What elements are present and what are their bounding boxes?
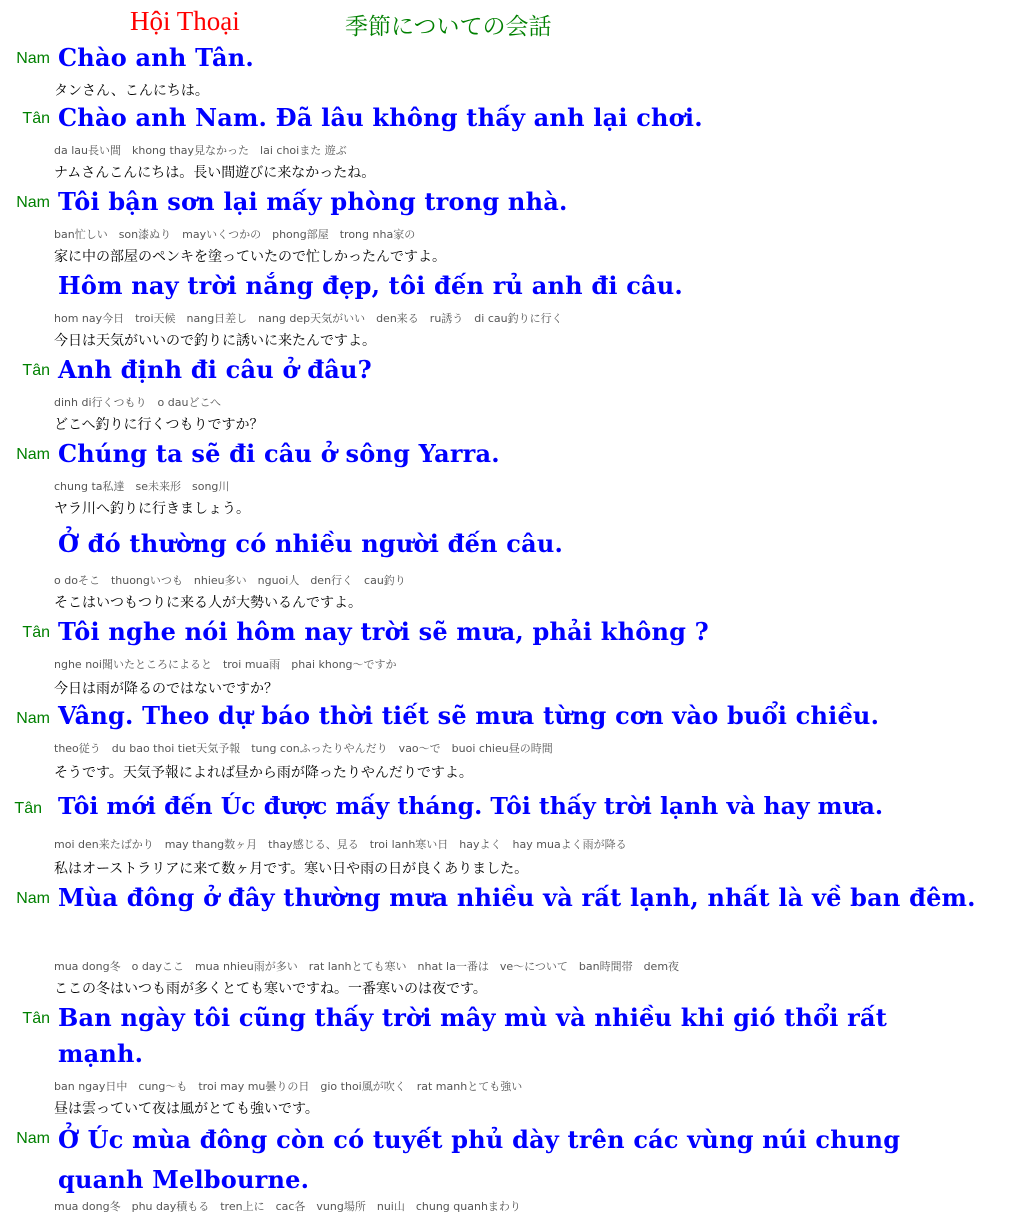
- vietnamese-sentence: Tôi mới đến Úc được mấy tháng. Tôi thấy trời lạnh và hay mưa.: [58, 792, 884, 820]
- word-gloss: ban ngay日中 cung〜も troi may mu曇りの日 gio thoi風が吹く rat manhとても強い: [54, 1080, 523, 1093]
- speaker-label: Tân: [22, 110, 50, 127]
- word-gloss: theo従う du bao thoi tiet天気予報 tung conふったりやんだり vao〜で buoi chieu昼の時間: [54, 742, 553, 755]
- word-gloss: hom nay今日 troi天候 nang日差し nang dep天気がいい den来る ru誘う di cau釣りに行く: [54, 312, 563, 325]
- word-gloss: dinh di行くつもり o dauどこへ: [54, 396, 221, 409]
- speaker-label: Tân: [22, 624, 50, 641]
- japanese-translation: 昼は雲っていて夜は風がとても強いです。: [54, 1101, 319, 1117]
- speaker-label: Nam: [16, 890, 50, 907]
- vietnamese-sentence: Tôi bận sơn lại mấy phòng trong nhà.: [58, 187, 568, 216]
- vietnamese-sentence: Hôm nay trời nắng đẹp, tôi đến rủ anh đi câu.: [58, 271, 683, 300]
- title-vietnamese: Hội Thoại: [130, 6, 240, 36]
- japanese-translation: ヤラ川へ釣りに行きましょう。: [54, 501, 250, 517]
- speaker-label: Tân: [22, 362, 50, 379]
- vietnamese-sentence: Chúng ta sẽ đi câu ở sông Yarra.: [58, 439, 500, 468]
- japanese-translation: ナムさんこんにちは。長い間遊びに来なかったね。: [54, 165, 376, 181]
- vietnamese-sentence: Ở Úc mùa đông còn có tuyết phủ dày trên các vùng núi chung quanh Melbourne.: [58, 1125, 901, 1194]
- word-gloss: ban忙しい son漆ぬり mayいくつかの phong部屋 trong nha家の: [54, 228, 416, 241]
- japanese-translation: タンさん、こんにちは。: [54, 83, 209, 99]
- word-gloss: moi den来たばかり may thang数ヶ月 thay感じる、見る troi lanh寒い日 hayよく hay muaよく雨が降る: [54, 838, 627, 851]
- vietnamese-sentence: Chào anh Tân.: [58, 43, 254, 72]
- japanese-translation: ここの冬はいつも雨が多くとても寒いですね。一番寒いのは夜です。: [54, 981, 487, 997]
- word-gloss: o doそこ thuongいつも nhieu多い nguoi人 den行く cau釣り: [54, 574, 406, 587]
- speaker-label: Nam: [16, 194, 50, 211]
- japanese-translation: 今日は天気がいいので釣りに誘いに来たんですよ。: [54, 333, 376, 349]
- japanese-translation: 家に中の部屋のペンキを塗っていたので忙しかったんですよ。: [54, 249, 446, 265]
- speaker-label: Nam: [16, 1130, 50, 1147]
- japanese-translation: どこへ釣りに行くつもりですか？: [54, 417, 264, 433]
- header: [0, 6, 1030, 40]
- vietnamese-sentence: Chào anh Nam. Đã lâu không thấy anh lại chơi.: [58, 103, 703, 132]
- vietnamese-sentence: Ở đó thường có nhiều người đến câu.: [58, 529, 564, 558]
- japanese-translation: そうです。天気予報によれば昼から雨が降ったりやんだりですよ。: [54, 765, 473, 781]
- speaker-label: Tân: [22, 1010, 50, 1027]
- vietnamese-sentence: Mùa đông ở đây thường mưa nhiều và rất lạnh, nhất là về ban đêm.: [58, 883, 976, 912]
- speaker-label: Nam: [16, 50, 50, 67]
- word-gloss: chung ta私達 se未来形 song川: [54, 480, 230, 493]
- vietnamese-sentence: Ban ngày tôi cũng thấy trời mây mù và nhiều khi gió thổi rất mạnh.: [58, 1003, 888, 1068]
- vietnamese-sentence: Vâng. Theo dự báo thời tiết sẽ mưa từng cơn vào buổi chiều.: [58, 701, 880, 730]
- speaker-label: Tân: [14, 800, 42, 817]
- title-japanese: 季節についての会話: [345, 14, 552, 40]
- japanese-translation: 今日は雨が降るのではないですか？: [54, 681, 278, 697]
- japanese-translation: そこはいつもつりに来る人が大勢いるんですよ。: [54, 595, 362, 611]
- vietnamese-sentence: Anh định đi câu ở đâu?: [58, 355, 372, 384]
- word-gloss: mua dong冬 o dayここ mua nhieu雨が多い rat lanhとても寒い nhat la一番は ve〜について ban時間帯 dem夜: [54, 960, 680, 973]
- japanese-translation: 私はオーストラリアに来て数ヶ月です。寒い日や雨の日が良くありました。: [54, 861, 529, 877]
- word-gloss: nghe noi聞いたところによると troi mua雨 phai khong〜ですか: [54, 658, 397, 671]
- word-gloss: da lau長い間 khong thay見なかった lai choiまた 遊ぶ: [54, 144, 347, 157]
- speaker-label: Nam: [16, 446, 50, 463]
- speaker-label: Nam: [16, 710, 50, 727]
- vietnamese-sentence: Tôi nghe nói hôm nay trời sẽ mưa, phải không ?: [58, 617, 709, 646]
- word-gloss: mua dong冬 phu day積もる tren上に cac各 vung場所 nui山 chung quanhまわり: [54, 1200, 521, 1213]
